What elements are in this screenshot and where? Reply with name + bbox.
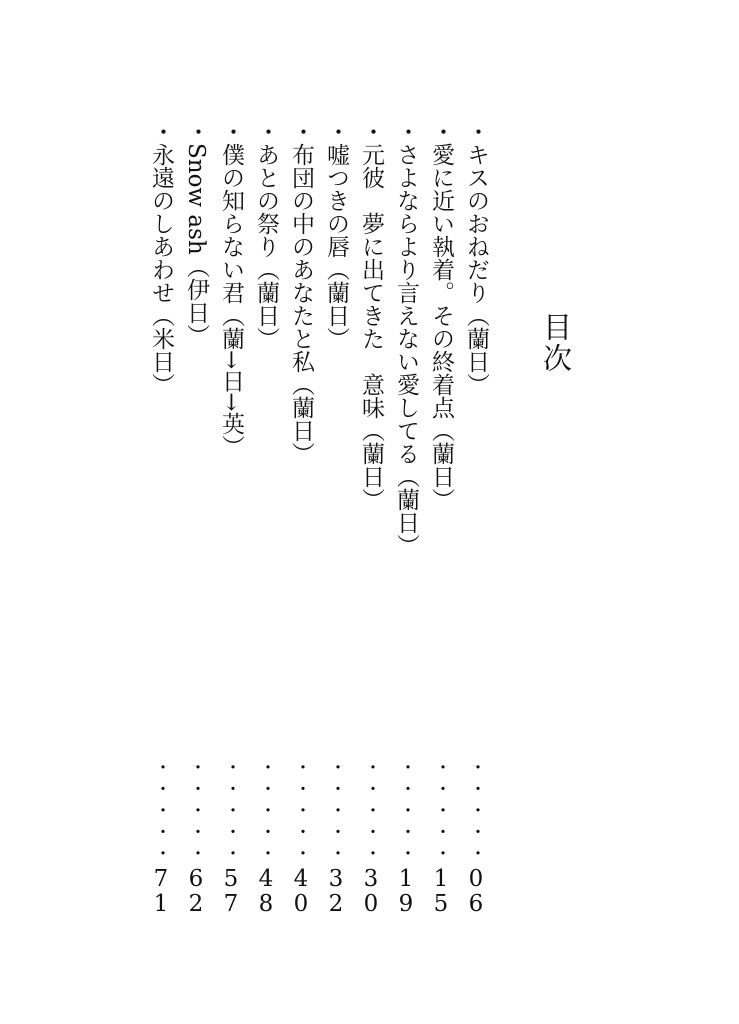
toc-entry-title: ・布団の中のあなたと私（蘭日） xyxy=(288,120,314,465)
toc-entry-page-number: 71 xyxy=(148,866,174,916)
toc-entry-title: ・愛に近い執着。その終着点（蘭日） xyxy=(428,120,454,511)
toc-entry xyxy=(425,0,457,930)
toc-entry-page-number: 48 xyxy=(253,866,279,916)
toc-entry-title: ・永遠のしあわせ（米日） xyxy=(148,120,174,396)
toc-entry-page-number: 19 xyxy=(393,866,419,916)
toc-title: 目次 xyxy=(539,312,573,374)
toc-entry xyxy=(285,0,317,930)
toc-entry-page-number: 62 xyxy=(183,866,209,916)
toc-entry-page-number: 30 xyxy=(358,866,384,916)
toc-entry xyxy=(145,0,177,930)
toc-entry-title: ・あとの祭り（蘭日） xyxy=(253,120,279,350)
toc-entry-leader: ・・・・・ xyxy=(326,758,347,866)
toc-entry-page-number: 32 xyxy=(323,866,349,916)
toc-entry xyxy=(215,0,247,930)
toc-entry-title: ・さよならより言えない愛してる（蘭日） xyxy=(393,120,419,557)
toc-entry xyxy=(355,0,387,930)
toc-entry xyxy=(250,0,282,930)
toc-entry xyxy=(320,0,352,930)
toc-entry-leader: ・・・・・ xyxy=(186,758,207,866)
toc-entry-leader: ・・・・・ xyxy=(431,758,452,866)
toc-entry xyxy=(390,0,422,930)
toc-entry-title: ・キスのおねだり（蘭日） xyxy=(463,120,489,396)
toc-entry-leader: ・・・・・ xyxy=(291,758,312,866)
toc-entry-leader: ・・・・・ xyxy=(221,758,242,866)
toc-entry-title: ・嘘つきの唇（蘭日） xyxy=(323,120,349,350)
toc-entry xyxy=(180,0,212,930)
toc-entry-leader: ・・・・・ xyxy=(396,758,417,866)
toc-entry-page-number: 15 xyxy=(428,866,454,916)
toc-entry-title: ・Snow ash（伊日） xyxy=(183,120,209,347)
toc-entry xyxy=(460,0,492,930)
toc-entry-leader: ・・・・・ xyxy=(466,758,487,866)
toc-entry-page-number: 06 xyxy=(463,866,489,916)
toc-entry-title: ・僕の知らない君（蘭→日→英） xyxy=(218,120,244,458)
toc-entry-title: ・元彼 夢に出てきた 意味（蘭日） xyxy=(358,120,384,511)
toc-entry-page-number: 57 xyxy=(218,866,244,916)
toc-entry-page-number: 40 xyxy=(288,866,314,916)
toc-entry-leader: ・・・・・ xyxy=(256,758,277,866)
toc-entry-leader: ・・・・・ xyxy=(361,758,382,866)
toc-entry-leader: ・・・・・ xyxy=(151,758,172,866)
